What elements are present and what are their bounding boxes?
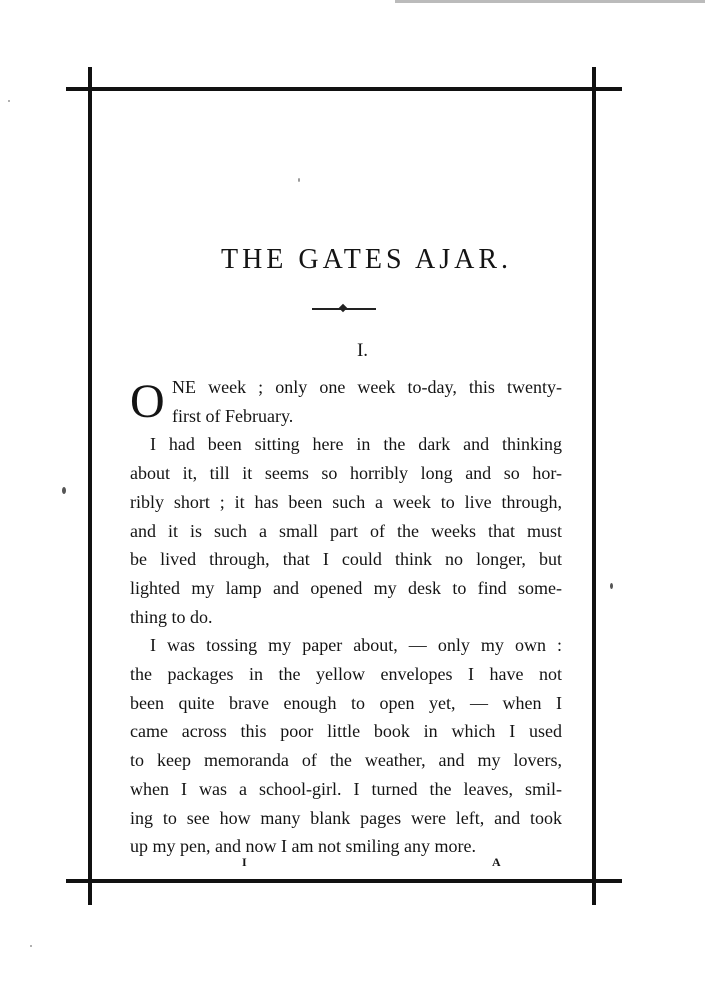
page-title: THE GATES AJAR. [220,244,512,275]
scan-speck [298,178,300,182]
title-ornament [312,305,376,313]
text-line: thing to do. [130,606,213,627]
signature-mark-right: A [492,855,501,869]
scan-speck [30,945,32,947]
text-line: when I was a school-girl. I turned the leaves, smil- [130,778,562,799]
signature-mark-left: I [242,855,247,869]
drop-cap: O [130,375,165,428]
body-text [130,373,562,861]
text-line: been quite brave enough to open yet, — when I [130,692,562,713]
top-edge-marks [395,0,705,3]
text-line: I was tossing my paper about, — only my own : [150,635,562,656]
right-border-rule [592,67,596,905]
text-line: and it is such a small part of the weeks that must [130,520,562,541]
text-line: the packages in the yellow envelopes I have not [130,664,562,685]
text-line: lighted my lamp and opened my desk to find some- [130,577,562,598]
text-line: up my pen, and now I am not smiling any more. [130,836,476,857]
text-line: about it, till it seems so horribly long and so hor- [130,463,562,484]
text-line: came across this poor little book in which I used [130,721,562,742]
text-line: to keep memoranda of the weather, and my lovers, [130,750,562,771]
scan-speck [62,487,66,494]
text-line: first of February. [172,405,294,426]
text-line: I had been sitting here in the dark and thinking [150,434,562,455]
text-line: NE week ; only one week to-day, this twenty- [172,377,562,397]
scan-speck [610,583,613,589]
text-line: ing to see how many blank pages were left, and took [130,807,562,828]
chapter-number: I. [356,340,369,361]
top-border-rule [66,87,622,91]
text-line: be lived through, that I could think no longer, but [130,549,562,570]
scan-speck [8,100,10,102]
bottom-border-rule [66,879,622,883]
text-line: ribly short ; it has been such a week to live through, [130,491,562,512]
left-border-rule [88,67,92,905]
